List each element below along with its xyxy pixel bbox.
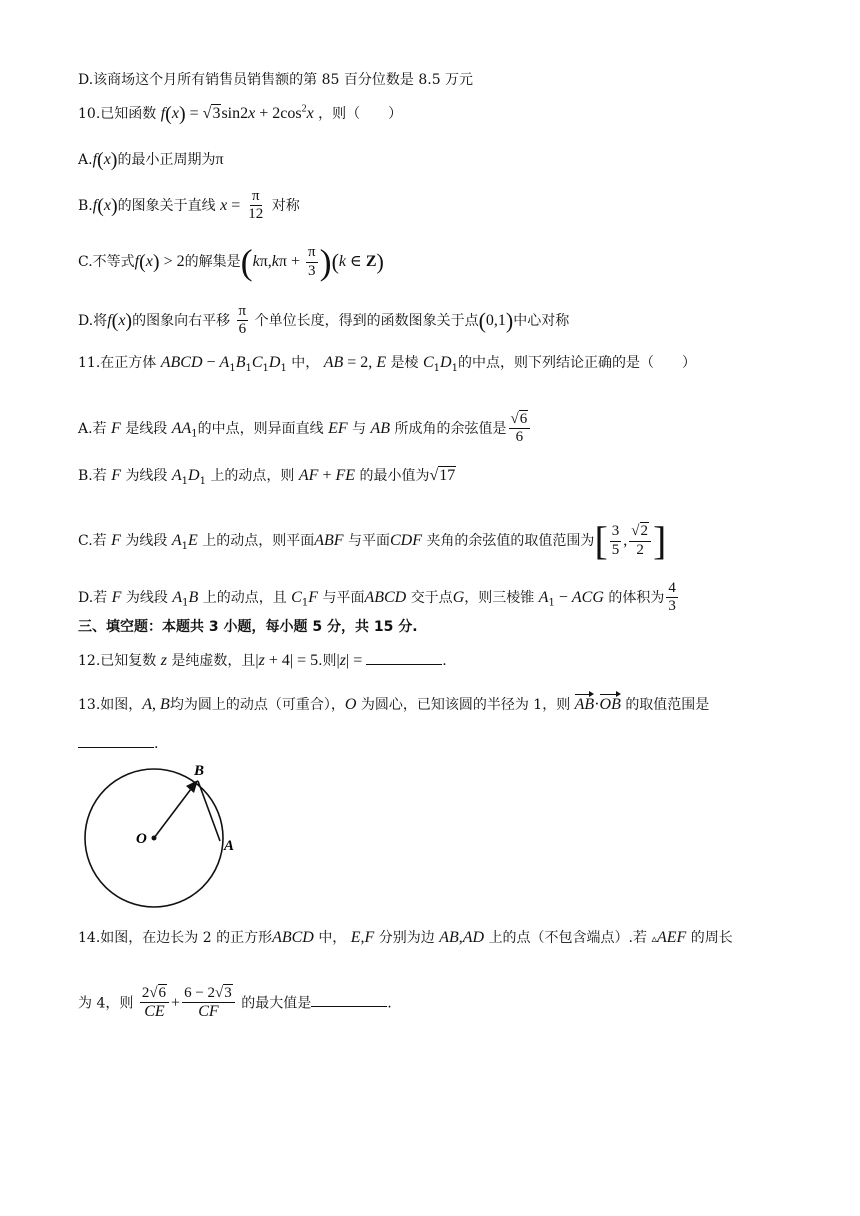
label-b: B [194, 763, 205, 779]
q13: 13.如图，A, B均为圆上的动点（可重合），O 为圆心，已知该圆的半径为 1，则 AB·OB 的取值范围是 [78, 696, 710, 713]
circle-figure [70, 755, 250, 915]
q12: 12.已知复数 z 是纯虚数，且|z + 4| = 5.则|z| = . [78, 652, 447, 669]
q11-option-a: A.若 F 是线段 $AA_1$的中点，则异面直线 EF 与 AB 所成角的余弦值是 $\frac{√6}{6}$ [78, 411, 532, 447]
q10-option-d: D.将f(x)的图象向右平移 $\frac{\pi}{6}$ 个单位长度，得到的函数图象关于点(0,1)中心对称 [78, 303, 570, 338]
q11-option-c: C.若 F 为线段 $A_1E$ 上的动点，则平面ABF 与平面CDF 夹角的余弦值的取值范围为[ $\frac{3}{5}$ , $\frac{√2}{2}$ ] [78, 518, 667, 563]
q9-option-d: D.该商场这个月所有销售员销售额的第 85 百分位数是 8.5 万元 [78, 72, 474, 88]
q14: 14.如图，在边长为 2 的正方形ABCD 中， E,F 分别为边 AB,AD 上的点（不包含端点）.若 ▵AEF 的周长 [78, 929, 733, 946]
q10-option-c: C.不等式f(x) > 2的解集是(kπ,kπ + $\frac{\pi}{3}$ )(k ∈ Z) [78, 242, 384, 282]
q11-option-d: D.若 F 为线段 $A_1B$ 上的动点，且 $C_1F$ 与平面ABCD 交于点G，则三棱锥 $A_1$ − ACG 的体积为 $\frac{4}{3}$ [78, 580, 676, 615]
answer-blank-14[interactable] [311, 995, 387, 1007]
label-a: A [224, 838, 235, 854]
label-o: O [136, 831, 147, 847]
q13-answer-line: . [78, 736, 158, 751]
q10-stem: 10.已知函数 $f(x) = √3\sin 2x + 2\cos^2x$ ，则（ ） [78, 103, 403, 125]
radius-ob [154, 785, 194, 838]
answer-blank-12[interactable] [366, 653, 442, 665]
answer-blank-13[interactable] [78, 736, 154, 748]
q14-line2: 为 4，则 $\frac{2√6}{CE}$ + $\frac{6 - 2√3}{CF}$ 的最大值是 . [78, 985, 392, 1021]
section-heading: 三、填空题：本题共 3 小题，每小题 5 分，共 15 分. [78, 619, 418, 635]
q11-option-b: B.若 F 为线段 $A_1D_1$ 上的动点，则 AF + FE 的最小值为√17 [78, 467, 456, 487]
q11-stem: 11.在正方体 ABCD − $A_1B_1C_1D_1$ 中， AB = 2, E 是棱 $C_1D_1$的中点，则下列结论正确的是（ ） [78, 354, 696, 374]
arrowhead [186, 780, 198, 793]
q10-option-b: B.f(x)的图象关于直线 x = $\frac{\pi}{12}$ 对称 [78, 188, 300, 223]
q10-option-a: A.f(x)的最小正周期为π [78, 149, 224, 171]
